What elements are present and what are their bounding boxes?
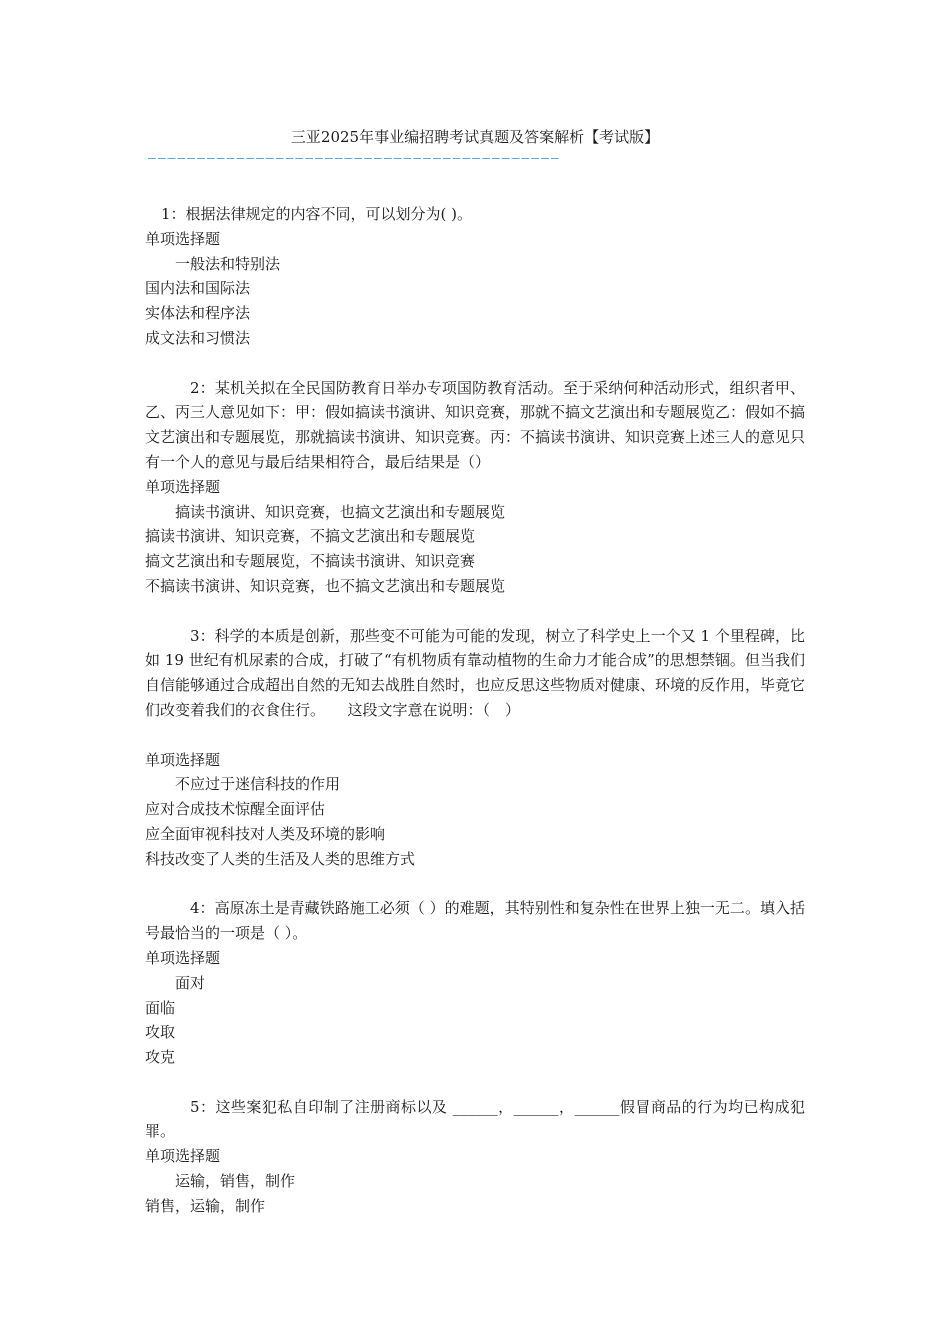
option-b: 国内法和国际法 [145, 279, 251, 298]
option-c: 应全面审视科技对人类及环境的影响 [145, 824, 386, 843]
option-a: 运输，销售，制作 [175, 1172, 296, 1191]
question-stem: 2：某机关拟在全民国防教育日举办专项国防教育活动。至于采纳何种活动形式，组织者甲、乙、丙三人意见如下：甲：假如搞读书演讲、知识竞赛，那就不搞文艺演出和专题展览乙：假如不搞文艺演出和专题展览，那就搞读书演讲、知识竞赛。丙：不搞读书演讲、知识竞赛上述三人的意见只有一个人的意见与最后结果相符合，最后结果是（） [145, 378, 806, 471]
question-type: 单项选择题 [145, 750, 221, 769]
option-a: 一般法和特别法 [175, 254, 281, 273]
question-list [145, 202, 805, 1243]
option-c: 攻取 [145, 1023, 176, 1042]
option-b: 面临 [145, 998, 176, 1017]
option-b: 销售，运输，制作 [145, 1196, 266, 1215]
question-stem: 4：高原冻土是青藏铁路施工必须（ ）的难题，其特别性和复杂性在世界上独一无二。填入括号最恰当的一项是（ ）。 [145, 899, 805, 943]
option-a: 搞读书演讲、知识竞赛，也搞文艺演出和专题展览 [175, 502, 506, 521]
question-type: 单项选择题 [145, 1147, 221, 1166]
question-2 [145, 376, 805, 599]
question-type: 单项选择题 [145, 229, 221, 248]
option-d: 攻克 [145, 1048, 176, 1067]
option-d: 成文法和习惯法 [145, 328, 251, 347]
question-stem: 5：这些案犯私自印制了注册商标以及 ______，______，______假冒商品的行为均已构成犯罪。 [145, 1097, 805, 1141]
option-c: 搞文艺演出和专题展览，不搞读书演讲、知识竞赛 [145, 552, 476, 571]
question-type: 单项选择题 [145, 948, 221, 967]
blank-line [145, 723, 805, 748]
option-b: 应对合成技术惊醒全面评估 [145, 800, 326, 819]
document-title: 三亚2025年事业编招聘考试真题及答案解析【考试版】 [290, 128, 660, 146]
question-5 [145, 1095, 805, 1219]
question-1 [145, 202, 805, 351]
option-b: 搞读书演讲、知识竞赛，不搞文艺演出和专题展览 [145, 527, 476, 546]
question-3 [145, 624, 805, 872]
option-c: 实体法和程序法 [145, 304, 251, 323]
question-4 [145, 896, 805, 1070]
option-d: 不搞读书演讲、知识竞赛，也不搞文艺演出和专题展览 [145, 576, 506, 595]
option-d: 科技改变了人类的生活及人类的思维方式 [145, 849, 416, 868]
option-a: 不应过于迷信科技的作用 [175, 775, 341, 794]
question-type: 单项选择题 [145, 477, 221, 496]
option-a: 面对 [175, 973, 206, 992]
title-divider: —————————————————————————————————————————— [148, 153, 561, 165]
question-stem: 3：科学的本质是创新，那些变不可能为可能的发现，树立了科学史上一个又 1 个里程碑，比如 19 世纪有机尿素的合成，打破了“有机物质有靠动植物的生命力才能合成”的思想禁锢。但当我们自信能够通过合成超出自然的无知去战胜自然时，也应反思这些物质对健康、环境的反作用，毕竟它们改变着我们的衣食住行。 这段文字意在说明：（ ） [145, 626, 806, 719]
question-stem: 1：根据法律规定的内容不同，可以划分为( )。 [161, 205, 473, 223]
